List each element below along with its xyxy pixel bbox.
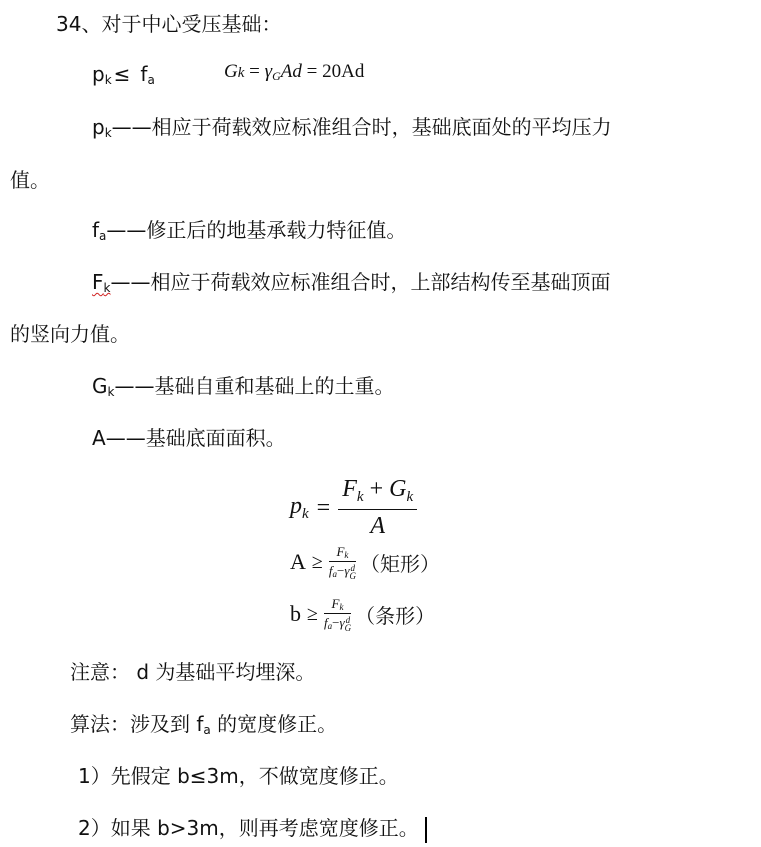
pressure-formula: $p_k$ = $\frac{F_k + G_k}{A}$ <box>290 476 417 540</box>
algorithm-step-1: 1）先假定 b≤3m，不做宽度修正。 <box>78 764 399 788</box>
algorithm: 算法：涉及到 $f_a$ 的宽度修正。 <box>70 712 338 737</box>
section-title: 对于中心受压基础： <box>101 12 282 36</box>
gk-formula: $Gk = \gamma_GAd = 20Ad$ <box>224 61 365 83</box>
text-cursor <box>425 817 427 843</box>
definition-pk-continuation: 值。 <box>10 168 50 192</box>
area-formula-rectangle: A ≥ $F_k$ $f_a-\gamma$ d G （矩形） <box>290 544 440 582</box>
area-formula-strip: b ≥ $F_k$ $f_a-\gamma$ d G （条形） <box>290 596 436 634</box>
denominator: A <box>370 513 385 539</box>
definition-gk: $G_k——$基础自重和基础上的土重。 <box>92 374 395 399</box>
fraction: $F_k$ $f_a-\gamma$ d G <box>328 544 356 582</box>
definition-fk-continuation: 的竖向力值。 <box>10 322 130 346</box>
definition-fa: $f_a——$修正后的地基承载力特征值。 <box>92 218 407 243</box>
spellcheck-underlined-symbol[interactable]: $F_k$ <box>92 270 111 295</box>
note: 注意： d 为基础平均埋深。 <box>70 660 316 684</box>
algorithm-label: 算法： <box>70 712 130 736</box>
algorithm-step-2: 2）如果 b>3m，则再考虑宽度修正。 <box>78 816 427 843</box>
condition-inequality: $p_k \le f_a$ <box>92 62 155 87</box>
definition-a: A——基础底面面积。 <box>92 426 286 450</box>
section-number: 34、 <box>56 12 102 36</box>
definition-fk: $F_k——$相应于荷载效应标准组合时，上部结构传至基础顶面 <box>92 270 611 295</box>
note-label: 注意： <box>70 660 130 684</box>
numerator: $F_k + G_k$ <box>338 476 417 510</box>
leq-symbol: ≤ <box>113 62 131 86</box>
fraction: $F_k$ $f_a-\gamma$ d G <box>323 596 352 634</box>
fraction <box>338 476 417 540</box>
definition-pk: $p_k——$相应于荷载效应标准组合时，基础底面处的平均压力 <box>92 115 612 140</box>
section-heading <box>56 12 281 36</box>
